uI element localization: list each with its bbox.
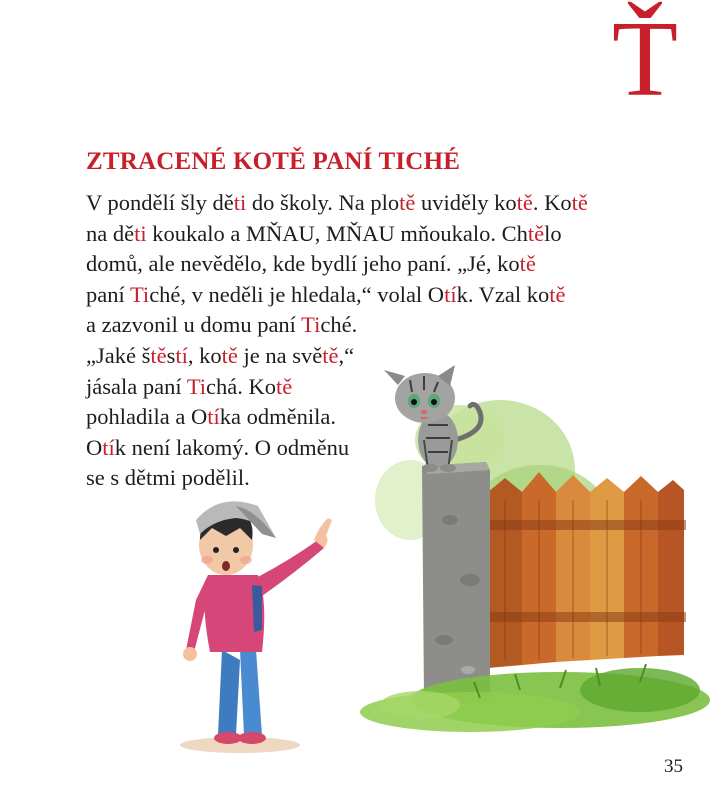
story-text-segment: V pondělí šly dě <box>86 190 234 215</box>
story-text-segment: domů, ale nevědělo, kde bydlí jeho paní. „Jé, ko <box>86 251 520 277</box>
highlighted-syllable: Ti <box>129 281 150 307</box>
highlighted-syllable: tě <box>150 342 167 368</box>
story-text-segment: paní <box>86 281 130 307</box>
story-text-segment: a zazvonil u domu paní <box>86 312 302 338</box>
highlighted-syllable: tě <box>527 220 545 246</box>
highlighted-syllable: tě <box>516 190 533 215</box>
highlighted-syllable: tí <box>102 434 115 460</box>
highlighted-syllable: tě <box>399 190 416 215</box>
highlighted-syllable: tě <box>221 342 238 368</box>
story-text-segment: uviděly ko <box>415 190 517 215</box>
highlighted-syllable: tě <box>549 281 566 307</box>
story-text-segment: ka odměnila. <box>219 404 336 430</box>
boy <box>183 501 332 744</box>
story-text-segment: . Ko <box>532 190 572 215</box>
story-text-segment: ché. <box>320 312 358 338</box>
story-text-segment: chá. Ko <box>206 373 277 399</box>
highlighted-syllable: tě <box>276 373 293 399</box>
highlighted-syllable: ti <box>134 220 147 246</box>
page-number: 35 <box>664 756 683 777</box>
highlighted-syllable: Ti <box>186 373 207 399</box>
story-text-segment: k. Vzal ko <box>456 281 550 307</box>
grass <box>360 664 710 732</box>
highlighted-syllable: tí <box>175 342 188 368</box>
story-text-segment: O <box>86 434 103 460</box>
story-text-segment: , ko <box>187 342 222 368</box>
story-text-segment: ché, v neděli je hledala,“ volal O <box>149 281 445 307</box>
story-text-segment: do školy. Na plo <box>246 190 400 215</box>
story-text-segment: pohladila a O <box>86 404 208 430</box>
highlighted-syllable: tí <box>207 404 220 430</box>
heading-letter: Ť <box>612 0 678 119</box>
highlighted-syllable: ti <box>233 190 247 215</box>
highlighted-syllable: tí <box>444 281 457 307</box>
stone-post <box>422 462 490 706</box>
highlighted-syllable: tě <box>571 190 588 215</box>
wooden-fence <box>486 472 686 668</box>
story-text-segment: koukalo a MŇAU, MŇAU mňoukalo. Ch <box>146 220 528 246</box>
story-text-segment: se s dětmi podělil. <box>86 465 250 491</box>
story-text-segment: na dě <box>86 220 135 246</box>
highlighted-syllable: tě <box>322 342 339 368</box>
highlighted-syllable: Ti <box>301 312 321 338</box>
story-text-segment: k není lakomý. O odměnu <box>114 434 350 460</box>
highlighted-syllable: tě <box>519 251 536 277</box>
story-title: ZTRACENÉ KOTĚ PANÍ TICHÉ <box>86 148 461 175</box>
story-text-segment: „Jaké š <box>86 342 151 368</box>
story-text-segment: s <box>166 342 176 368</box>
story-text-segment: jásala paní <box>86 373 187 399</box>
story-text-segment: je na svě <box>237 342 323 368</box>
story-text-segment: ,“ <box>338 342 355 368</box>
story-text-segment: lo <box>544 220 562 246</box>
